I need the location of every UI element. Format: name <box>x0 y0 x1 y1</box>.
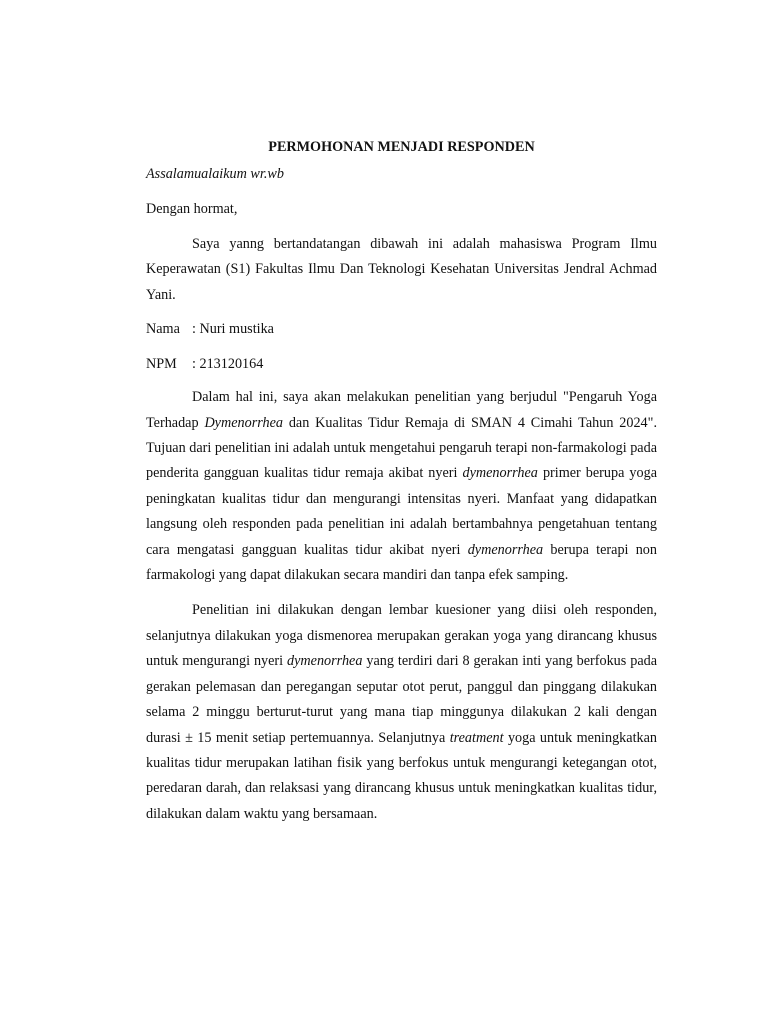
document-body <box>146 136 657 827</box>
field-label-npm: NPM <box>146 356 177 373</box>
salam-line: Assalamualaikum wr.wb <box>146 166 284 182</box>
italic-term: dymenorrhea <box>467 541 544 558</box>
text-run: Penelitian ini dilakukan dengan lembar kuesioner yang diisi oleh responden, selanjutnya dilakukan yoga dismenorea merupakan gerakan yoga yang dirancang khusus untuk mengurangi nyeri <box>146 602 657 670</box>
text-run: berupa terapi non farmakologi yang dapat dilakukan secara mandiri dan tanpa efek samping. <box>146 541 657 584</box>
text-run: yang terdiri dari 8 gerakan inti yang berfokus pada gerakan pelemasan dan peregangan seputar otot perut, panggul dan pinggang dilakukan selama 2 minggu berturut-turut yang mana tiap minggunya dilakukan 2 kali dengan durasi ± 15 menit setiap pertemuannya. Selanjutnya <box>146 653 658 746</box>
method-paragraph <box>146 598 657 827</box>
italic-term: dymenorrhea <box>462 465 538 482</box>
field-value-nama: : Nuri mustika <box>192 321 274 338</box>
field-value-npm: : 213120164 <box>192 356 264 373</box>
italic-term: treatment <box>449 729 504 746</box>
text-run: dan Kualitas Tidur Remaja di SMAN 4 Cimahi Tahun 2024". Tujuan dari penelitian ini adalah untuk mengetahui pengaruh terapi non-farmakologi pada penderita gangguan kualitas tidur remaja akibat nyeri <box>146 414 657 482</box>
text-run: yoga untuk meningkatkan kualitas tidur merupakan latihan fisik yang berfokus untuk mengurangi ketegangan otot, peredaran darah, dan relaksasi yang dirancang khusus untuk meningkatkan kualitas tidur, dilakukan dalam waktu yang bersamaan. <box>146 729 657 822</box>
field-label-nama: Nama <box>146 321 180 338</box>
document-title: PERMOHONAN MENJADI RESPONDEN <box>268 139 535 155</box>
intro-paragraph: Saya yanng bertandatangan dibawah ini adalah mahasiswa Program Ilmu Keperawatan (S1) Fakultas Ilmu Dan Teknologi Kesehatan Universitas Jendral Achmad Yani. <box>146 236 657 303</box>
purpose-paragraph <box>146 385 657 588</box>
italic-term: dymenorrhea <box>287 653 363 670</box>
text-run: Dalam hal ini, saya akan melakukan penelitian yang berjudul "Pengaruh Yoga Terhadap <box>146 389 657 431</box>
greeting-line: Dengan hormat, <box>146 201 238 217</box>
field-npm <box>146 353 657 375</box>
text-run: primer berupa yoga peningkatan kualitas tidur dan mengurangi intensitas nyeri. Manfaat yang didapatkan langsung oleh responden pada penelitian ini adalah bertambahnya pengetahuan tentang cara mengatasi gangguan kualitas tidur akibat nyeri <box>146 465 657 558</box>
italic-term: Dymenorrhea <box>204 414 283 431</box>
field-nama <box>146 318 657 340</box>
